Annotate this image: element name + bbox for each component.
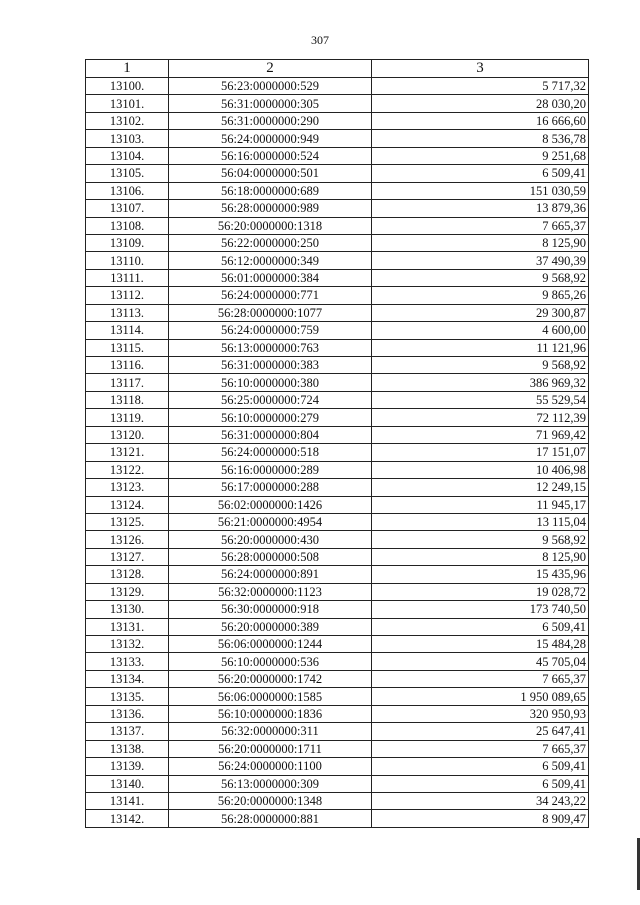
row-number-cell: 13127. xyxy=(86,548,169,565)
cadastral-value-cell: 13 879,36 xyxy=(372,200,589,217)
cadastral-number-cell: 56:16:0000000:289 xyxy=(169,461,372,478)
cadastral-number-cell: 56:24:0000000:891 xyxy=(169,566,372,583)
cadastral-value-cell: 9 865,26 xyxy=(372,287,589,304)
table-row xyxy=(86,112,589,129)
row-number-cell: 13132. xyxy=(86,636,169,653)
cadastral-number-cell: 56:10:0000000:536 xyxy=(169,653,372,670)
table-row xyxy=(86,409,589,426)
cadastral-number-cell: 56:28:0000000:508 xyxy=(169,548,372,565)
cadastral-number-cell: 56:13:0000000:763 xyxy=(169,339,372,356)
table-row xyxy=(86,95,589,112)
table-row xyxy=(86,810,589,827)
row-number-cell: 13131. xyxy=(86,618,169,635)
table-row xyxy=(86,583,589,600)
cadastral-value-cell: 6 509,41 xyxy=(372,758,589,775)
row-number-cell: 13103. xyxy=(86,130,169,147)
cadastral-value-cell: 6 509,41 xyxy=(372,775,589,792)
cadastral-number-cell: 56:24:0000000:949 xyxy=(169,130,372,147)
table-row xyxy=(86,357,589,374)
cadastral-number-cell: 56:25:0000000:724 xyxy=(169,391,372,408)
table-row xyxy=(86,234,589,251)
table-header xyxy=(86,60,589,78)
cadastral-number-cell: 56:02:0000000:1426 xyxy=(169,496,372,513)
table-row xyxy=(86,252,589,269)
row-number-cell: 13124. xyxy=(86,496,169,513)
row-number-cell: 13113. xyxy=(86,304,169,321)
cadastral-number-cell: 56:18:0000000:689 xyxy=(169,182,372,199)
table-row xyxy=(86,426,589,443)
cadastral-number-cell: 56:30:0000000:918 xyxy=(169,601,372,618)
cadastral-value-cell: 8 909,47 xyxy=(372,810,589,827)
table-row xyxy=(86,444,589,461)
table-row xyxy=(86,548,589,565)
cadastral-value-cell: 7 665,37 xyxy=(372,740,589,757)
cadastral-number-cell: 56:20:0000000:1742 xyxy=(169,670,372,687)
cadastral-value-cell: 6 509,41 xyxy=(372,618,589,635)
cadastral-number-cell: 56:23:0000000:529 xyxy=(169,78,372,95)
table-row xyxy=(86,636,589,653)
table-row xyxy=(86,758,589,775)
row-number-cell: 13134. xyxy=(86,670,169,687)
page-number: 307 xyxy=(311,33,329,47)
row-number-cell: 13133. xyxy=(86,653,169,670)
table-row xyxy=(86,479,589,496)
table-row xyxy=(86,740,589,757)
table-row xyxy=(86,165,589,182)
cadastral-number-cell: 56:31:0000000:290 xyxy=(169,112,372,129)
row-number-cell: 13119. xyxy=(86,409,169,426)
row-number-cell: 13123. xyxy=(86,479,169,496)
cadastral-number-cell: 56:32:0000000:311 xyxy=(169,723,372,740)
cadastral-number-cell: 56:10:0000000:1836 xyxy=(169,705,372,722)
cadastral-value-cell: 9 568,92 xyxy=(372,357,589,374)
cadastral-number-cell: 56:28:0000000:989 xyxy=(169,200,372,217)
table-row xyxy=(86,513,589,530)
row-number-cell: 13111. xyxy=(86,269,169,286)
row-number-cell: 13108. xyxy=(86,217,169,234)
cadastral-number-cell: 56:24:0000000:771 xyxy=(169,287,372,304)
cadastral-number-cell: 56:20:0000000:1348 xyxy=(169,792,372,809)
table-row xyxy=(86,322,589,339)
row-number-cell: 13112. xyxy=(86,287,169,304)
cadastral-number-cell: 56:10:0000000:279 xyxy=(169,409,372,426)
row-number-cell: 13138. xyxy=(86,740,169,757)
table-row xyxy=(86,78,589,95)
table-row xyxy=(86,792,589,809)
row-number-cell: 13129. xyxy=(86,583,169,600)
table-row xyxy=(86,374,589,391)
cadastral-number-cell: 56:31:0000000:804 xyxy=(169,426,372,443)
cadastral-value-cell: 386 969,32 xyxy=(372,374,589,391)
cadastral-number-cell: 56:31:0000000:383 xyxy=(169,357,372,374)
table-row xyxy=(86,391,589,408)
cadastral-value-cell: 55 529,54 xyxy=(372,391,589,408)
cadastral-value-cell: 71 969,42 xyxy=(372,426,589,443)
table-row xyxy=(86,200,589,217)
row-number-cell: 13102. xyxy=(86,112,169,129)
cadastral-value-cell: 8 125,90 xyxy=(372,548,589,565)
cadastral-number-cell: 56:20:0000000:430 xyxy=(169,531,372,548)
table-row xyxy=(86,601,589,618)
table-row xyxy=(86,147,589,164)
cadastral-number-cell: 56:06:0000000:1585 xyxy=(169,688,372,705)
table-row xyxy=(86,723,589,740)
row-number-cell: 13115. xyxy=(86,339,169,356)
table-row xyxy=(86,339,589,356)
cadastral-value-cell: 17 151,07 xyxy=(372,444,589,461)
cadastral-value-cell: 1 950 089,65 xyxy=(372,688,589,705)
table-row xyxy=(86,496,589,513)
cadastral-value-cell: 173 740,50 xyxy=(372,601,589,618)
row-number-cell: 13114. xyxy=(86,322,169,339)
table-row xyxy=(86,653,589,670)
row-number-cell: 13128. xyxy=(86,566,169,583)
row-number-cell: 13139. xyxy=(86,758,169,775)
row-number-cell: 13110. xyxy=(86,252,169,269)
row-number-cell: 13104. xyxy=(86,147,169,164)
cadastral-value-cell: 72 112,39 xyxy=(372,409,589,426)
cadastral-number-cell: 56:28:0000000:1077 xyxy=(169,304,372,321)
row-number-cell: 13122. xyxy=(86,461,169,478)
cadastral-number-cell: 56:13:0000000:309 xyxy=(169,775,372,792)
row-number-cell: 13135. xyxy=(86,688,169,705)
cadastral-value-cell: 19 028,72 xyxy=(372,583,589,600)
row-number-cell: 13118. xyxy=(86,391,169,408)
table-row xyxy=(86,566,589,583)
cadastral-number-cell: 56:12:0000000:349 xyxy=(169,252,372,269)
cadastral-number-cell: 56:21:0000000:4954 xyxy=(169,513,372,530)
row-number-cell: 13101. xyxy=(86,95,169,112)
table-row xyxy=(86,287,589,304)
cadastral-number-cell: 56:20:0000000:389 xyxy=(169,618,372,635)
cadastral-value-cell: 10 406,98 xyxy=(372,461,589,478)
cadastral-value-cell: 45 705,04 xyxy=(372,653,589,670)
row-number-cell: 13130. xyxy=(86,601,169,618)
table-row xyxy=(86,217,589,234)
table-row xyxy=(86,705,589,722)
table-row xyxy=(86,670,589,687)
cadastral-value-cell: 8 536,78 xyxy=(372,130,589,147)
row-number-cell: 13107. xyxy=(86,200,169,217)
cadastral-value-cell: 34 243,22 xyxy=(372,792,589,809)
cadastral-value-cell: 320 950,93 xyxy=(372,705,589,722)
cadastral-number-cell: 56:22:0000000:250 xyxy=(169,234,372,251)
cadastral-value-cell: 29 300,87 xyxy=(372,304,589,321)
cadastral-value-cell: 15 484,28 xyxy=(372,636,589,653)
cadastral-number-cell: 56:20:0000000:1318 xyxy=(169,217,372,234)
cadastral-value-cell: 13 115,04 xyxy=(372,513,589,530)
cadastral-number-cell: 56:24:0000000:518 xyxy=(169,444,372,461)
row-number-cell: 13126. xyxy=(86,531,169,548)
row-number-cell: 13109. xyxy=(86,234,169,251)
row-number-cell: 13117. xyxy=(86,374,169,391)
row-number-cell: 13136. xyxy=(86,705,169,722)
row-number-cell: 13142. xyxy=(86,810,169,827)
cadastral-number-cell: 56:20:0000000:1711 xyxy=(169,740,372,757)
cadastral-value-cell: 7 665,37 xyxy=(372,217,589,234)
cadastral-value-cell: 9 568,92 xyxy=(372,531,589,548)
row-number-cell: 13140. xyxy=(86,775,169,792)
table-row xyxy=(86,130,589,147)
row-number-cell: 13125. xyxy=(86,513,169,530)
cadastral-value-cell: 8 125,90 xyxy=(372,234,589,251)
cadastral-value-cell: 7 665,37 xyxy=(372,670,589,687)
row-number-cell: 13141. xyxy=(86,792,169,809)
cadastral-value-cell: 12 249,15 xyxy=(372,479,589,496)
cadastral-value-cell: 6 509,41 xyxy=(372,165,589,182)
row-number-cell: 13137. xyxy=(86,723,169,740)
table-row xyxy=(86,182,589,199)
cadastral-value-cell: 11 121,96 xyxy=(372,339,589,356)
cadastral-value-cell: 25 647,41 xyxy=(372,723,589,740)
table-row xyxy=(86,269,589,286)
cadastral-value-cell: 37 490,39 xyxy=(372,252,589,269)
column-header-2: 2 xyxy=(169,60,372,78)
cadastral-value-cell: 15 435,96 xyxy=(372,566,589,583)
cadastral-number-cell: 56:16:0000000:524 xyxy=(169,147,372,164)
cadastral-number-cell: 56:10:0000000:380 xyxy=(169,374,372,391)
cadastral-value-table xyxy=(85,59,589,828)
table-row xyxy=(86,688,589,705)
table-row xyxy=(86,775,589,792)
cadastral-value-cell: 9 251,68 xyxy=(372,147,589,164)
cadastral-number-cell: 56:06:0000000:1244 xyxy=(169,636,372,653)
cadastral-number-cell: 56:24:0000000:1100 xyxy=(169,758,372,775)
cadastral-number-cell: 56:17:0000000:288 xyxy=(169,479,372,496)
cadastral-number-cell: 56:24:0000000:759 xyxy=(169,322,372,339)
table-row xyxy=(86,304,589,321)
cadastral-value-cell: 151 030,59 xyxy=(372,182,589,199)
cadastral-value-cell: 11 945,17 xyxy=(372,496,589,513)
column-header-3: 3 xyxy=(372,60,589,78)
cadastral-value-cell: 16 666,60 xyxy=(372,112,589,129)
cadastral-number-cell: 56:04:0000000:501 xyxy=(169,165,372,182)
cadastral-value-cell: 9 568,92 xyxy=(372,269,589,286)
row-number-cell: 13120. xyxy=(86,426,169,443)
row-number-cell: 13116. xyxy=(86,357,169,374)
table-row xyxy=(86,531,589,548)
row-number-cell: 13100. xyxy=(86,78,169,95)
cadastral-number-cell: 56:32:0000000:1123 xyxy=(169,583,372,600)
table-row xyxy=(86,461,589,478)
cadastral-number-cell: 56:01:0000000:384 xyxy=(169,269,372,286)
row-number-cell: 13105. xyxy=(86,165,169,182)
row-number-cell: 13121. xyxy=(86,444,169,461)
cadastral-value-cell: 5 717,32 xyxy=(372,78,589,95)
cadastral-number-cell: 56:28:0000000:881 xyxy=(169,810,372,827)
header-row xyxy=(86,60,589,78)
table-row xyxy=(86,618,589,635)
cadastral-value-cell: 4 600,00 xyxy=(372,322,589,339)
row-number-cell: 13106. xyxy=(86,182,169,199)
table-body xyxy=(86,78,589,828)
cadastral-value-cell: 28 030,20 xyxy=(372,95,589,112)
cadastral-number-cell: 56:31:0000000:305 xyxy=(169,95,372,112)
column-header-1: 1 xyxy=(86,60,169,78)
